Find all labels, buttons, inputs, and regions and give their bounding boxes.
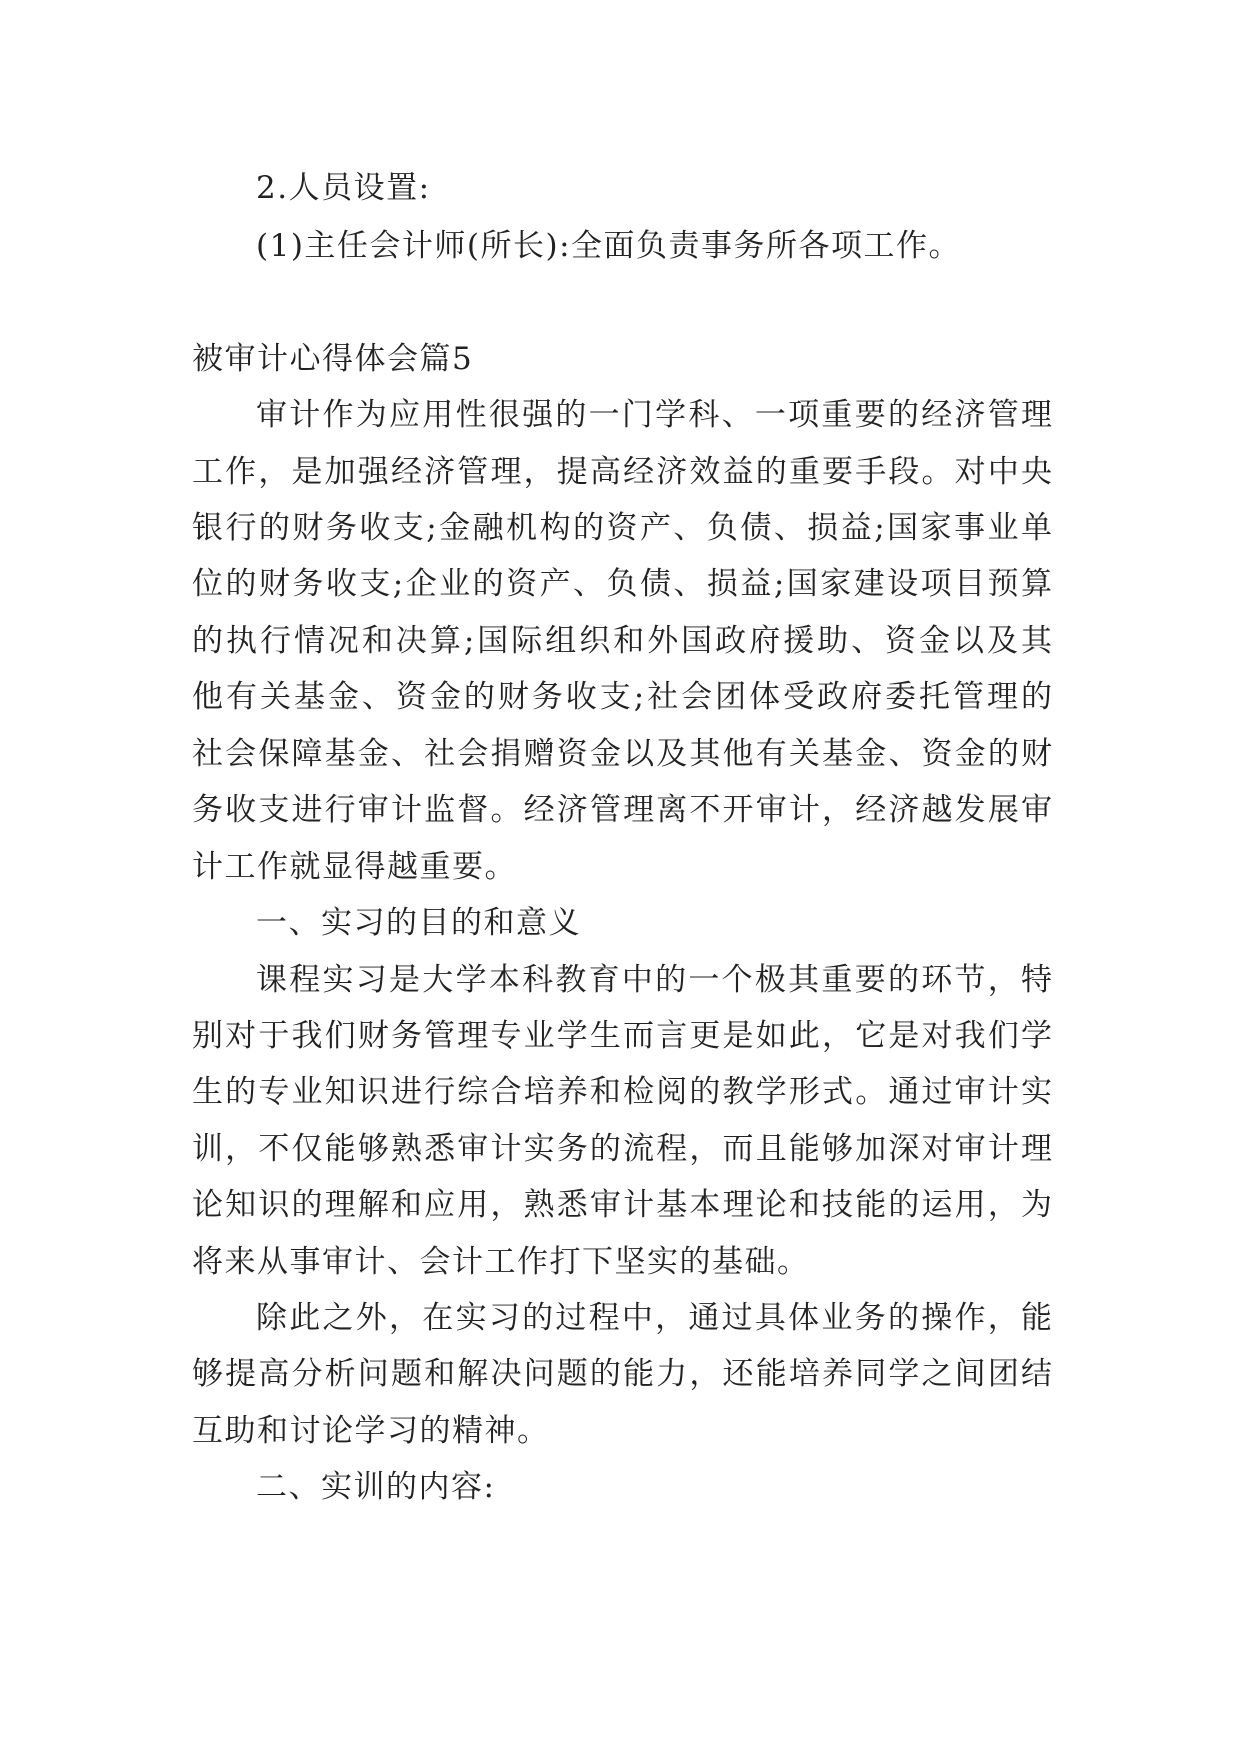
paragraph-line: 除此之外，在实习的过程中，通过具体业务的操作，能 bbox=[256, 1300, 1052, 1336]
paragraph-line: 工作，是加强经济管理，提高经济效益的重要手段。对中央 bbox=[192, 454, 1052, 490]
paragraph-line: 够提高分析问题和解决问题的能力，还能培养同学之间团结 bbox=[192, 1356, 1052, 1392]
paragraph-line: 训，不仅能够熟悉审计实务的流程，而且能够加深对审计理 bbox=[192, 1131, 1052, 1167]
paragraph-line: 论知识的理解和应用，熟悉审计基本理论和技能的运用，为 bbox=[192, 1187, 1052, 1223]
paragraph-line: 银行的财务收支;金融机构的资产、负债、损益;国家事业单 bbox=[192, 510, 1052, 546]
section-heading: 2.人员设置: bbox=[256, 170, 431, 206]
paragraph-line: 将来从事审计、会计工作打下坚实的基础。 bbox=[192, 1244, 810, 1280]
paragraph-line: 社会保障基金、社会捐赠资金以及其他有关基金、资金的财 bbox=[192, 736, 1052, 772]
subheading: 一、实习的目的和意义 bbox=[256, 905, 581, 941]
paragraph-line: 审计作为应用性很强的一门学科、一项重要的经济管理 bbox=[256, 397, 1052, 433]
paragraph-line: 计工作就显得越重要。 bbox=[192, 849, 517, 885]
paragraph-line: 他有关基金、资金的财务收支;社会团体受政府委托管理的 bbox=[192, 679, 1052, 715]
subheading: 二、实训的内容: bbox=[256, 1469, 496, 1505]
paragraph-line: 别对于我们财务管理专业学生而言更是如此，它是对我们学 bbox=[192, 1018, 1052, 1054]
paragraph-line: 务收支进行审计监督。经济管理离不开审计，经济越发展审 bbox=[192, 792, 1052, 828]
paragraph-line: 互助和讨论学习的精神。 bbox=[192, 1413, 550, 1449]
paragraph-line: 的执行情况和决算;国际组织和外国政府援助、资金以及其 bbox=[192, 623, 1052, 659]
paragraph-line: 位的财务收支;企业的资产、负债、损益;国家建设项目预算 bbox=[192, 566, 1052, 602]
section-item: (1)主任会计师(所长):全面负责事务所各项工作。 bbox=[256, 228, 962, 264]
paragraph-line: 课程实习是大学本科教育中的一个极其重要的环节，特 bbox=[256, 962, 1052, 998]
article-title: 被审计心得体会篇5 bbox=[192, 341, 474, 377]
paragraph-line: 生的专业知识进行综合培养和检阅的教学形式。通过审计实 bbox=[192, 1074, 1052, 1110]
